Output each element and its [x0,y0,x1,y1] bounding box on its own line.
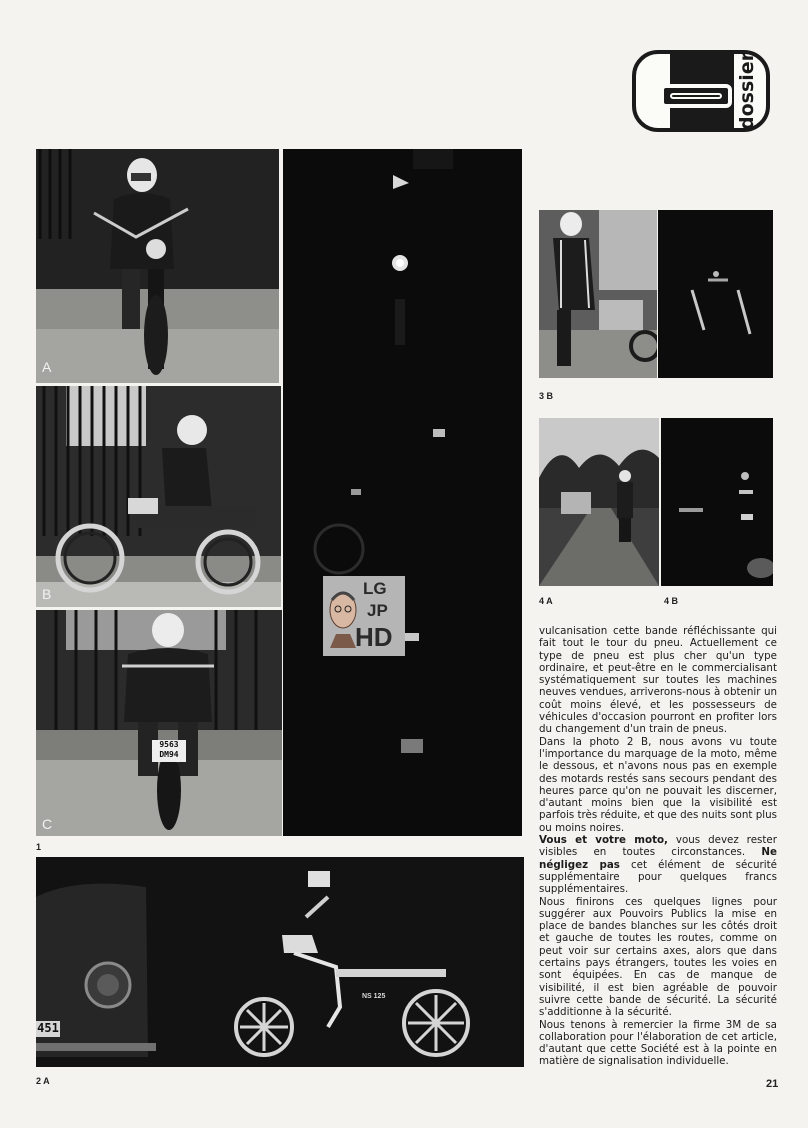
license-plate-line1: 9563 [159,740,179,749]
photo-3b-night [658,210,773,378]
photo-1b-day-side [36,386,281,607]
article-paragraph-2: Dans la photo 2 B, nous avons vu toute l'importance du marquage de la moto, même le dessous, et n'avons nous pas en exemple des motards restés sans secours pendant des heures parce qu'on ne pouvait les discerner, d'autant moins bien que la visibilité est parfois très réduite, et que des nuits sont plus ou moins noires. [539,735,777,834]
photo-label-a: A [42,359,52,375]
article-emphasis-1: Vous et votre moto, [539,834,668,847]
article-paragraph-4: Nous finirons ces quelques lignes pour suggérer aux Pouvoirs Publics la mise en place de bandes blanches sur les côtés droit et gauche de toutes les routes, comme on peut voir sur certains axes, alors que dans certains pays étrangers, toutes les voies en sont équipées. En cas de manque de visibilité, il est bien agréable de pouvoir suivre cette bande de sécurité. La sécurité s'additionne à la sécurité. [539,895,777,1019]
article-emphasis-2: Ne négligez pas [539,846,777,871]
logo-word: dossier [736,51,759,131]
caption-fig-4b: 4 B [664,596,679,606]
photo-label-c: C [42,816,53,832]
caption-fig-4a: 4 A [539,596,553,606]
dossier-logo [632,50,770,132]
photo-1a-day-front [36,149,279,383]
photo-1-night-column [283,149,522,836]
page-number: 21 [766,1078,779,1090]
photo-4b-night-road [661,418,773,586]
watermark-line2: JP [367,601,388,620]
photo-3b-day [539,210,657,378]
photo-1c-day-rear [36,610,282,836]
photo-label-b: B [42,586,52,602]
watermark-line3: HD [355,622,393,652]
caption-fig-1: 1 [36,842,42,852]
article-paragraph-5: Nous tenons à remercier la firme 3M de sa collaboration pour l'élaboration de cet article, d'autant que cette Société est à la pointe en matière de signalisation individuelle. [539,1018,777,1068]
article-body [539,625,777,1068]
article-paragraph-1: vulcanisation cette bande réfléchissante qui fait tout le tour du pneu. Actuellement ce type de pneu est plus cher qu'un type ordinaire, et peut-être en le commercialisant systématiquement sur toutes les machines neuves vendues, arriverons-nous à obtenir un coût moins élevé, et les possesseurs de véhicules d'occasion pourront en profiter lors du changement d'un train de pneus. [539,625,777,736]
caption-fig-3b: 3 B [539,391,554,401]
license-plate-line2: DM94 [159,750,179,759]
license-plate-2a: 451 [37,1021,59,1035]
photo-4a-day-road [539,418,659,586]
buckle-icon [660,84,732,108]
photo-2a-night-side [36,857,524,1067]
article-paragraph-3: Vous et votre moto, vous devez rester visibles en toutes circonstances. Ne négligez pas cet élément de sécurité supplémentaire pour quelques francs supplémentaires. [539,834,777,896]
caption-fig-2a: 2 A [36,1076,50,1086]
bike-badge: NS 125 [362,993,386,1000]
watermark-stamp [323,576,405,656]
watermark-line1: LG [363,579,387,598]
